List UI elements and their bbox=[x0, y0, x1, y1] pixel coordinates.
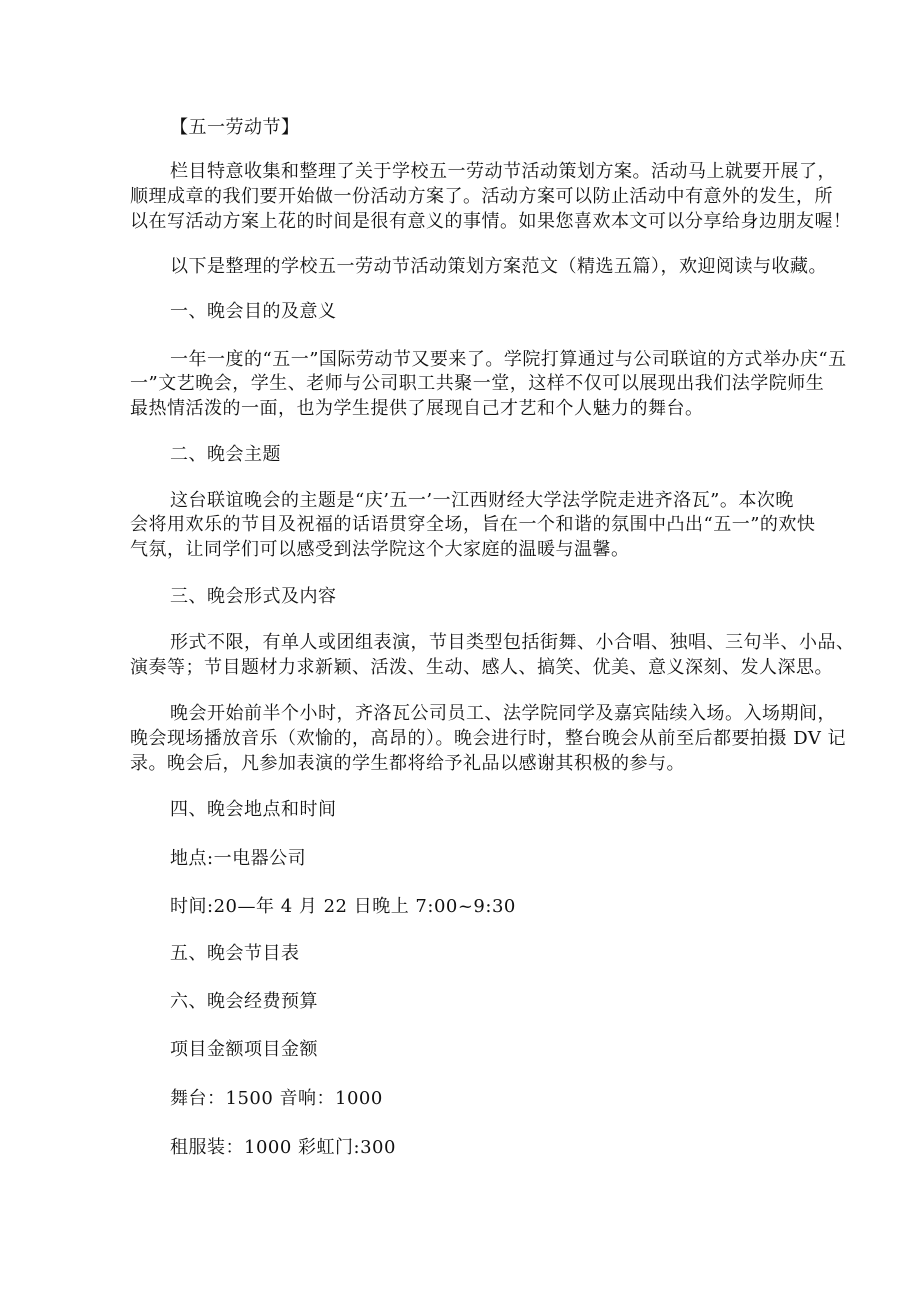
theme-paragraph-line: 气氛，让同学们可以感受到法学院这个大家庭的温暖与温馨。 bbox=[130, 539, 630, 560]
intro-paragraph-line: 顺理成章的我们要开始做一份活动方案了。活动方案可以防止活动中有意外的发生，所 bbox=[130, 186, 833, 207]
section-heading-purpose: 一、晚会目的及意义 bbox=[170, 301, 337, 322]
section-heading-budget: 六、晚会经费预算 bbox=[170, 991, 318, 1012]
format-paragraph-line: 演奏等；节目题材力求新颖、活泼、生动、感人、搞笑、优美、意义深刻、发人深思。 bbox=[130, 657, 833, 678]
intro-paragraph-line: 栏目特意收集和整理了关于学校五一劳动节活动策划方案。活动马上就要开展了， bbox=[170, 161, 836, 182]
budget-row: 舞台：1500 音响：1000 bbox=[170, 1088, 383, 1109]
schedule-paragraph-line: 晚会开始前半个小时，齐洛瓦公司员工、法学院同学及嘉宾陆续入场。入场期间， bbox=[170, 703, 836, 724]
document-title: 【五一劳动节】 bbox=[170, 117, 300, 138]
schedule-paragraph-line: 录。晚会后，凡参加表演的学生都将给予礼品以感谢其积极的参与。 bbox=[130, 753, 685, 774]
section-heading-theme: 二、晚会主题 bbox=[170, 444, 281, 465]
section-heading-program: 五、晚会节目表 bbox=[170, 943, 300, 964]
purpose-paragraph-line: 最热情活泼的一面，也为学生提供了展现自己才艺和个人魅力的舞台。 bbox=[130, 398, 704, 419]
intro-paragraph-line: 以在写活动方案上花的时间是很有意义的事情。如果您喜欢本文可以分享给身边朋友喔！ bbox=[130, 211, 852, 232]
intro-note: 以下是整理的学校五一劳动节活动策划方案范文（精选五篇），欢迎阅读与收藏。 bbox=[170, 256, 827, 277]
format-paragraph-line: 形式不限，有单人或团组表演，节目类型包括街舞、小合唱、独唱、三句半、小品、 bbox=[170, 632, 855, 653]
budget-header: 项目金额项目金额 bbox=[170, 1039, 318, 1060]
venue-time: 时间:20—年 4 月 22 日晚上 7:00~9:30 bbox=[170, 896, 516, 917]
venue-location: 地点:一电器公司 bbox=[170, 848, 307, 869]
theme-paragraph-line: 会将用欢乐的节目及祝福的话语贯穿全场，旨在一个和谐的氛围中凸出“五一”的欢快 bbox=[130, 514, 816, 535]
theme-paragraph-line: 这台联谊晚会的主题是“庆’五一’一江西财经大学法学院走进齐洛瓦”。本次晚 bbox=[170, 490, 794, 511]
budget-row: 租服装：1000 彩虹门:300 bbox=[170, 1137, 396, 1158]
purpose-paragraph-line: 一”文艺晚会，学生、老师与公司职工共聚一堂，这样不仅可以展现出我们法学院师生 bbox=[130, 373, 825, 394]
purpose-paragraph-line: 一年一度的“五一”国际劳动节又要来了。学院打算通过与公司联谊的方式举办庆“五 bbox=[170, 349, 847, 370]
section-heading-venue: 四、晚会地点和时间 bbox=[170, 799, 337, 820]
schedule-paragraph-line: 晚会现场播放音乐（欢愉的，高昂的）。晚会进行时，整台晚会从前至后都要拍摄 DV 记 bbox=[130, 728, 847, 749]
section-heading-format: 三、晚会形式及内容 bbox=[170, 586, 337, 607]
